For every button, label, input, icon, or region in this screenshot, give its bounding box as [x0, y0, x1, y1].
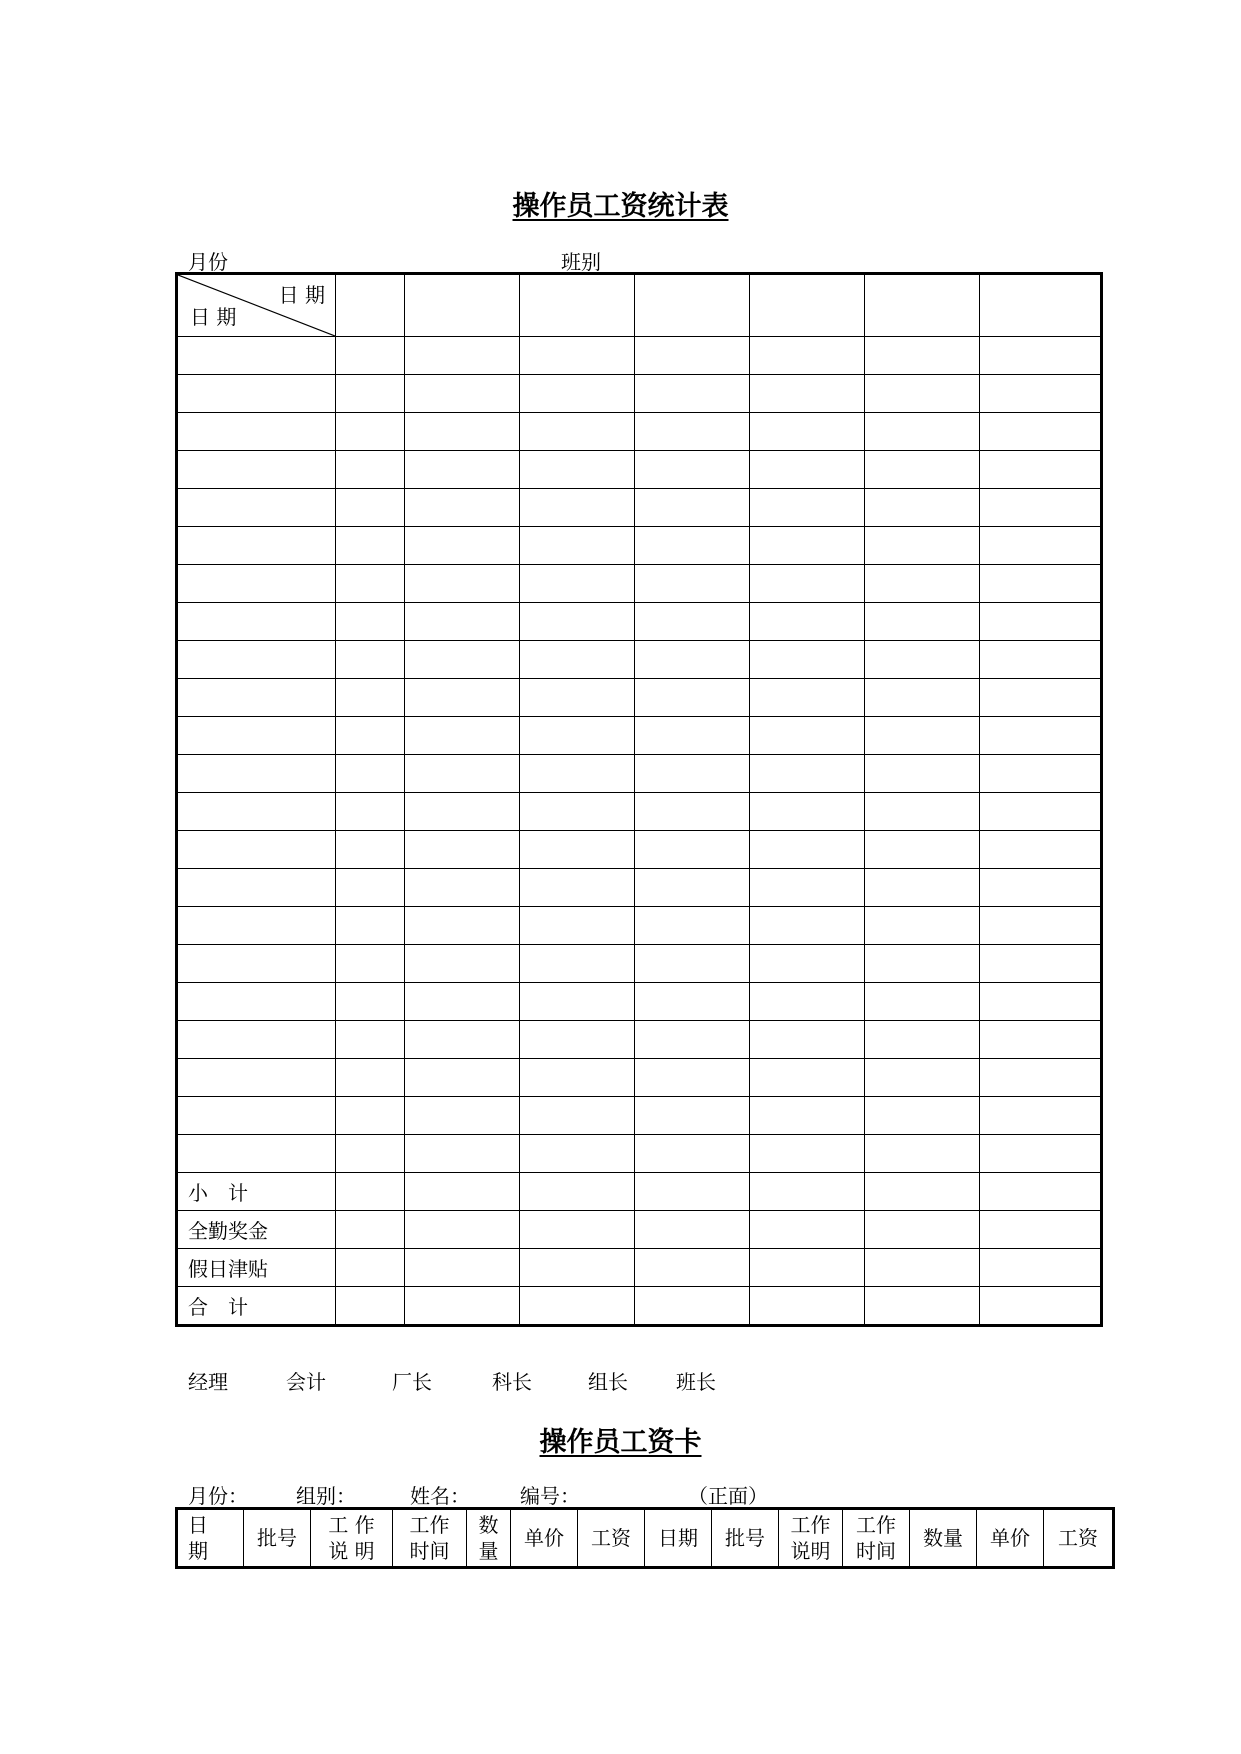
table-cell — [635, 1287, 750, 1326]
table-cell — [865, 489, 980, 527]
table-cell — [336, 413, 405, 451]
table-cell — [336, 641, 405, 679]
month-label: 月份 — [188, 250, 228, 274]
row-label-cell — [177, 831, 336, 869]
table-cell — [865, 337, 980, 375]
table-cell — [865, 603, 980, 641]
column-header-line1: 工作 — [409, 1513, 450, 1537]
table-cell — [865, 1173, 980, 1211]
wage-card-column-header — [244, 1509, 311, 1568]
table-cell — [520, 983, 635, 1021]
table-cell — [635, 603, 750, 641]
table-cell — [405, 565, 520, 603]
table-cell — [980, 1021, 1102, 1059]
table-row — [177, 603, 1102, 641]
table-row — [177, 1249, 1102, 1287]
table-cell — [865, 907, 980, 945]
table-row — [177, 1135, 1102, 1173]
signature-manager: 经理 — [188, 1370, 228, 1394]
table-cell — [520, 717, 635, 755]
wage-card-column-header — [779, 1509, 843, 1568]
table-cell — [336, 869, 405, 907]
table-cell — [520, 413, 635, 451]
table-cell — [980, 641, 1102, 679]
table-cell — [635, 375, 750, 413]
table-cell — [980, 1135, 1102, 1173]
table-cell — [520, 1135, 635, 1173]
table-cell — [750, 1135, 865, 1173]
table-cell — [750, 793, 865, 831]
table-cell — [750, 1211, 865, 1249]
wage-card-column-header — [1044, 1509, 1114, 1568]
table-cell — [750, 679, 865, 717]
table-cell — [750, 717, 865, 755]
table-row — [177, 983, 1102, 1021]
table-cell — [865, 983, 980, 1021]
row-label-cell — [177, 603, 336, 641]
table-cell — [336, 1135, 405, 1173]
table-cell — [750, 413, 865, 451]
table-cell — [980, 983, 1102, 1021]
wage-card-column-header — [910, 1509, 977, 1568]
table-cell — [520, 1059, 635, 1097]
table-row — [177, 337, 1102, 375]
table-cell — [336, 755, 405, 793]
column-header-line1: 工资 — [1058, 1526, 1098, 1550]
column-header-line1: 批号 — [257, 1526, 297, 1550]
wage-card-column-header — [467, 1509, 511, 1568]
table-cell — [520, 1211, 635, 1249]
table-cell — [336, 1021, 405, 1059]
table-cell — [405, 793, 520, 831]
table-cell — [750, 1287, 865, 1326]
column-header-line2: 量 — [478, 1539, 499, 1563]
table-row — [177, 755, 1102, 793]
wage-card-column-header — [311, 1509, 393, 1568]
table-cell — [635, 679, 750, 717]
table-cell — [336, 907, 405, 945]
card-group-label: 组别： — [296, 1484, 356, 1508]
table-cell — [635, 831, 750, 869]
table-cell — [750, 641, 865, 679]
table-cell — [405, 603, 520, 641]
table-cell — [336, 717, 405, 755]
table-cell — [520, 1097, 635, 1135]
table-cell — [405, 1021, 520, 1059]
table-cell — [750, 451, 865, 489]
table-cell — [520, 603, 635, 641]
table-cell — [865, 1287, 980, 1326]
table-cell — [520, 907, 635, 945]
column-header-line1: 日 — [188, 1513, 208, 1537]
table-cell — [865, 641, 980, 679]
table-cell — [635, 983, 750, 1021]
table-cell — [336, 831, 405, 869]
table-cell — [980, 1059, 1102, 1097]
card-month-label: 月份： — [188, 1484, 248, 1508]
table-cell — [405, 831, 520, 869]
wage-card-column-header — [712, 1509, 779, 1568]
table-cell — [336, 1249, 405, 1287]
table-cell — [865, 451, 980, 489]
table-cell — [635, 907, 750, 945]
table-cell — [635, 945, 750, 983]
table-cell — [750, 337, 865, 375]
header-cell — [405, 274, 520, 337]
header-cell — [520, 274, 635, 337]
table-cell — [865, 755, 980, 793]
wage-card-column-header — [393, 1509, 467, 1568]
table-cell — [750, 1097, 865, 1135]
wage-card-column-header — [177, 1509, 244, 1568]
table-row — [177, 1059, 1102, 1097]
column-header-line2: 时间 — [856, 1539, 896, 1563]
summary-row-label: 合 计 — [177, 1287, 336, 1326]
table-cell — [405, 869, 520, 907]
table-cell — [405, 1059, 520, 1097]
table-cell — [750, 375, 865, 413]
card-number-label: 编号： — [520, 1484, 580, 1508]
table-cell — [405, 1211, 520, 1249]
row-label-cell — [177, 337, 336, 375]
table-cell — [865, 413, 980, 451]
table-cell — [520, 1173, 635, 1211]
table-cell — [750, 945, 865, 983]
table-cell — [980, 755, 1102, 793]
header-cell — [750, 274, 865, 337]
table-cell — [865, 527, 980, 565]
table-cell — [336, 375, 405, 413]
table-cell — [520, 1021, 635, 1059]
table-cell — [520, 489, 635, 527]
table-cell — [405, 337, 520, 375]
table-cell — [405, 717, 520, 755]
table-cell — [520, 869, 635, 907]
table-cell — [405, 679, 520, 717]
table-cell — [750, 755, 865, 793]
table-row — [177, 489, 1102, 527]
table-cell — [635, 1059, 750, 1097]
row-label-cell — [177, 1097, 336, 1135]
wage-card-column-header — [578, 1509, 645, 1568]
table-cell — [336, 1059, 405, 1097]
shift-label: 班别 — [561, 250, 601, 274]
table-row — [177, 451, 1102, 489]
table-cell — [405, 451, 520, 489]
table-cell — [750, 565, 865, 603]
signature-shift-leader: 班长 — [676, 1370, 716, 1394]
table-cell — [635, 451, 750, 489]
table-cell — [405, 1173, 520, 1211]
table-cell — [405, 1287, 520, 1326]
table-cell — [865, 1249, 980, 1287]
column-header-line2: 说明 — [790, 1539, 831, 1563]
table-row — [177, 1097, 1102, 1135]
row-label-cell — [177, 641, 336, 679]
table-cell — [980, 945, 1102, 983]
table-cell — [635, 1173, 750, 1211]
row-label-cell — [177, 869, 336, 907]
table-cell — [635, 641, 750, 679]
table-cell — [336, 983, 405, 1021]
table-cell — [635, 1135, 750, 1173]
table-cell — [750, 1021, 865, 1059]
table-cell — [336, 451, 405, 489]
table-cell — [750, 1249, 865, 1287]
table-cell — [750, 1059, 865, 1097]
table-row — [177, 679, 1102, 717]
table-cell — [980, 793, 1102, 831]
table-row — [177, 793, 1102, 831]
table-row — [177, 907, 1102, 945]
table-row — [177, 1211, 1102, 1249]
row-label-cell — [177, 793, 336, 831]
table-cell — [635, 1021, 750, 1059]
table-cell — [405, 1135, 520, 1173]
table-cell — [750, 527, 865, 565]
table-cell — [980, 831, 1102, 869]
row-label-cell — [177, 1021, 336, 1059]
table-cell — [980, 1097, 1102, 1135]
table-cell — [865, 1059, 980, 1097]
table-cell — [635, 489, 750, 527]
table-row — [177, 641, 1102, 679]
table-cell — [980, 489, 1102, 527]
table-cell — [865, 679, 980, 717]
corner-top-label: 日 期 — [278, 283, 325, 307]
table-cell — [865, 1211, 980, 1249]
table-cell — [520, 527, 635, 565]
table-cell — [750, 983, 865, 1021]
table-cell — [336, 1173, 405, 1211]
table-cell — [865, 1135, 980, 1173]
table-cell — [635, 565, 750, 603]
table-cell — [520, 831, 635, 869]
column-header-line2: 时间 — [409, 1539, 450, 1563]
table-cell — [405, 755, 520, 793]
corner-bottom-label: 日 期 — [190, 305, 237, 329]
table-row — [177, 945, 1102, 983]
table-cell — [520, 679, 635, 717]
wage-card-column-header — [843, 1509, 910, 1568]
table-cell — [336, 1211, 405, 1249]
table-cell — [635, 1249, 750, 1287]
wage-card-column-header — [511, 1509, 578, 1568]
row-label-cell — [177, 945, 336, 983]
table-cell — [405, 1249, 520, 1287]
table-cell — [980, 1249, 1102, 1287]
diagonal-header-cell — [177, 274, 336, 337]
table-cell — [635, 527, 750, 565]
table-cell — [980, 679, 1102, 717]
table-cell — [865, 1021, 980, 1059]
table-row — [177, 717, 1102, 755]
table-cell — [635, 717, 750, 755]
table-cell — [520, 755, 635, 793]
table-cell — [865, 375, 980, 413]
signature-section-chief: 科长 — [492, 1370, 532, 1394]
table-cell — [635, 869, 750, 907]
table-cell — [405, 413, 520, 451]
wage-card-column-header — [645, 1509, 712, 1568]
table-cell — [865, 945, 980, 983]
table-cell — [336, 1287, 405, 1326]
table-cell — [750, 489, 865, 527]
table-cell — [750, 907, 865, 945]
table-cell — [520, 1249, 635, 1287]
summary-row-label: 假日津贴 — [177, 1249, 336, 1287]
table-cell — [520, 945, 635, 983]
table-cell — [980, 565, 1102, 603]
column-header-line1: 单价 — [524, 1526, 564, 1550]
stats-table-title: 操作员工资统计表 — [512, 191, 729, 222]
header-cell — [635, 274, 750, 337]
table-row — [177, 869, 1102, 907]
row-label-cell — [177, 983, 336, 1021]
table-cell — [865, 831, 980, 869]
table-cell — [405, 489, 520, 527]
column-header-line1: 工 作 — [328, 1513, 375, 1537]
table-cell — [635, 413, 750, 451]
table-cell — [980, 375, 1102, 413]
table-cell — [520, 375, 635, 413]
signature-factory-director: 厂长 — [392, 1370, 432, 1394]
card-front-label: （正面） — [688, 1484, 768, 1508]
table-cell — [405, 907, 520, 945]
column-header-line1: 数量 — [923, 1526, 963, 1550]
stats-header-row — [177, 274, 1102, 337]
header-cell — [980, 274, 1102, 337]
table-row — [177, 527, 1102, 565]
row-label-cell — [177, 451, 336, 489]
table-cell — [750, 869, 865, 907]
table-row — [177, 375, 1102, 413]
row-label-cell — [177, 679, 336, 717]
header-cell — [865, 274, 980, 337]
column-header-line1: 数 — [478, 1513, 499, 1537]
table-cell — [980, 337, 1102, 375]
wage-card-title: 操作员工资卡 — [539, 1427, 702, 1458]
table-cell — [750, 831, 865, 869]
row-label-cell — [177, 907, 336, 945]
table-row — [177, 413, 1102, 451]
header-cell — [336, 274, 405, 337]
table-cell — [865, 1097, 980, 1135]
table-cell — [520, 337, 635, 375]
table-cell — [980, 527, 1102, 565]
table-cell — [635, 337, 750, 375]
table-cell — [336, 527, 405, 565]
table-cell — [635, 1211, 750, 1249]
row-label-cell — [177, 375, 336, 413]
table-cell — [980, 1173, 1102, 1211]
row-label-cell — [177, 1059, 336, 1097]
table-cell — [635, 793, 750, 831]
column-header-line1: 工资 — [591, 1526, 631, 1550]
table-cell — [635, 755, 750, 793]
table-cell — [520, 565, 635, 603]
table-cell — [520, 793, 635, 831]
row-label-cell — [177, 413, 336, 451]
row-label-cell — [177, 1135, 336, 1173]
column-header-line1: 工作 — [856, 1513, 896, 1537]
table-cell — [336, 945, 405, 983]
table-cell — [336, 565, 405, 603]
row-label-cell — [177, 527, 336, 565]
table-cell — [405, 527, 520, 565]
table-cell — [865, 565, 980, 603]
row-label-cell — [177, 755, 336, 793]
summary-row-label: 小 计 — [177, 1173, 336, 1211]
table-cell — [336, 679, 405, 717]
column-header-line1: 工作 — [790, 1513, 831, 1537]
wage-card-column-header — [977, 1509, 1044, 1568]
row-label-cell — [177, 565, 336, 603]
table-cell — [980, 451, 1102, 489]
signature-group-leader: 组长 — [588, 1370, 628, 1394]
table-cell — [980, 907, 1102, 945]
column-header-line1: 单价 — [990, 1526, 1030, 1550]
table-cell — [980, 717, 1102, 755]
table-cell — [520, 451, 635, 489]
table-cell — [980, 869, 1102, 907]
table-cell — [405, 983, 520, 1021]
table-cell — [405, 945, 520, 983]
table-cell — [336, 1097, 405, 1135]
table-cell — [520, 1287, 635, 1326]
table-cell — [520, 641, 635, 679]
table-cell — [865, 793, 980, 831]
table-cell — [405, 1097, 520, 1135]
table-cell — [405, 375, 520, 413]
row-label-cell — [177, 717, 336, 755]
table-cell — [865, 717, 980, 755]
table-cell — [336, 793, 405, 831]
signature-accountant: 会计 — [286, 1370, 326, 1394]
column-header-line1: 日期 — [658, 1526, 698, 1550]
table-cell — [865, 869, 980, 907]
table-cell — [405, 641, 520, 679]
wage-card-table — [175, 1507, 1115, 1569]
column-header-line2: 期 — [188, 1539, 208, 1563]
table-cell — [980, 1287, 1102, 1326]
table-cell — [336, 603, 405, 641]
table-row — [177, 1173, 1102, 1211]
table-row — [177, 1287, 1102, 1326]
table-cell — [750, 1173, 865, 1211]
column-header-line2: 说 明 — [328, 1539, 375, 1563]
table-cell — [980, 1211, 1102, 1249]
table-cell — [750, 603, 865, 641]
table-cell — [336, 489, 405, 527]
table-cell — [980, 603, 1102, 641]
table-cell — [635, 1097, 750, 1135]
column-header-line1: 批号 — [725, 1526, 765, 1550]
stats-table — [175, 272, 1103, 1327]
table-row — [177, 1021, 1102, 1059]
table-cell — [336, 337, 405, 375]
table-row — [177, 831, 1102, 869]
summary-row-label: 全勤奖金 — [177, 1211, 336, 1249]
table-cell — [980, 413, 1102, 451]
card-name-label: 姓名： — [410, 1484, 470, 1508]
row-label-cell — [177, 489, 336, 527]
table-row — [177, 565, 1102, 603]
wage-card-header-row — [177, 1509, 1114, 1568]
